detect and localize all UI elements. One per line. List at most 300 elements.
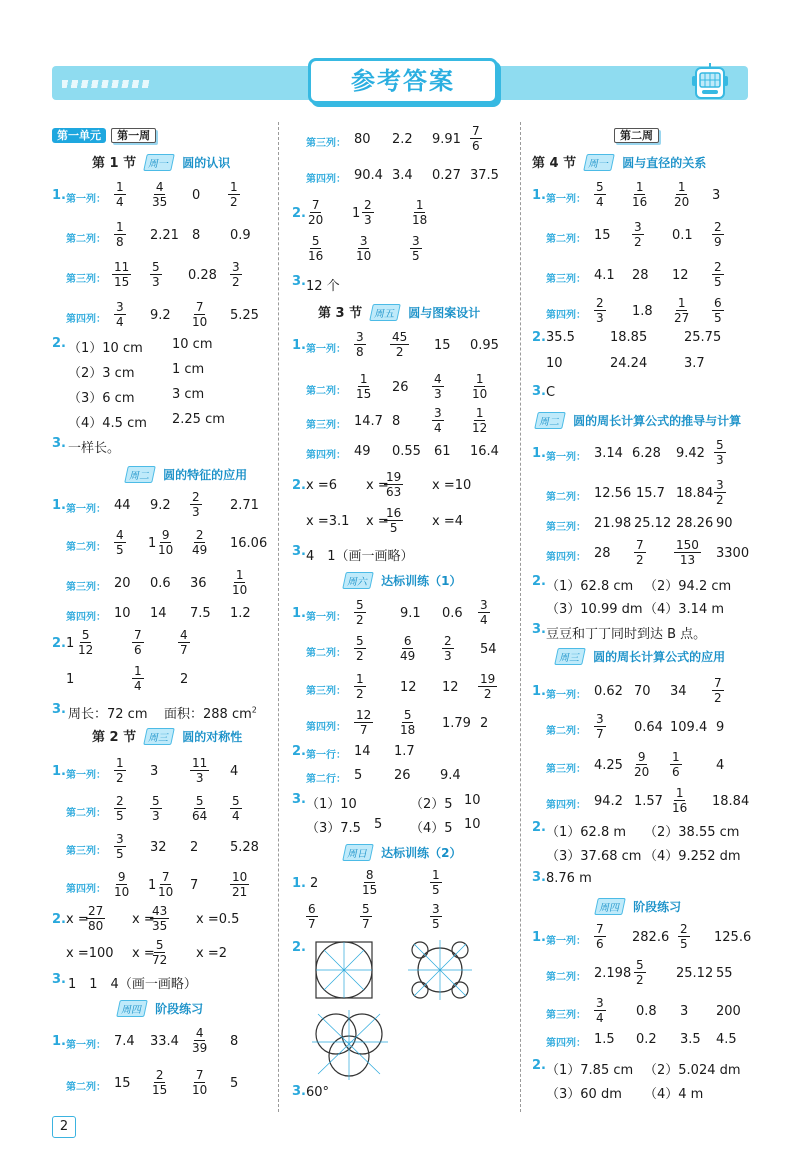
answer-value: （3）37.68 cm [546, 849, 642, 864]
fraction: $\frac{1}{16}$ [672, 786, 688, 815]
question-number: 1. [292, 338, 306, 353]
row-label: 第一列： [66, 1040, 106, 1051]
fraction: $\frac{5}{18}$ [400, 708, 416, 737]
question-number: 3. [292, 544, 306, 559]
answer-value: 6.28 [632, 446, 661, 461]
answer-value: 12 [400, 680, 417, 695]
fraction: $\frac{1}{15}$ [356, 372, 372, 401]
answer-value: 16.4 [470, 444, 499, 459]
row-label: 第三列： [306, 138, 346, 149]
fraction: $\frac{9}{20}$ [634, 750, 650, 779]
answer-value: 3.7 [684, 356, 705, 371]
answer-value: （4）4 m [644, 1087, 704, 1102]
answer-value: 周长：72 cm [68, 707, 148, 722]
answer-value: 0 [192, 188, 201, 203]
row-label: 第一列： [306, 344, 346, 355]
answer-value: （2）3 cm [68, 366, 135, 381]
fraction: $\frac{7}{10}$ [192, 300, 208, 329]
row-label: 第四列： [306, 450, 346, 461]
question-number: 2. [52, 912, 66, 927]
answer-value: 3 [150, 764, 159, 779]
fraction: $\frac{9}{10}$ [114, 870, 130, 899]
answer-value: 7 [190, 878, 199, 893]
answer-value: 12.56 [594, 486, 632, 501]
fraction: $\frac{1}{2}$ [116, 756, 124, 785]
answer-value: 15 [434, 338, 451, 353]
day-tag: 周三 [143, 728, 175, 745]
answer-value: 26 [394, 768, 411, 783]
fraction: $\frac{6}{7}$ [308, 902, 316, 931]
answer-value: x =6 [306, 478, 337, 493]
answer-value: 10 cm [172, 337, 213, 352]
answer-value: x =100 [66, 946, 114, 961]
fraction: $\frac{1}{4}$ [134, 664, 142, 693]
answer-value: 37.5 [470, 168, 499, 183]
question-number: 1. [292, 876, 306, 891]
answer-value: 2.71 [230, 498, 259, 513]
answer-value: 12 个 [306, 279, 340, 294]
answer-value: 1 1 4（画一画略） [68, 977, 197, 992]
answer-value: 8 [230, 1034, 239, 1049]
answer-value: （4）4.5 cm [68, 416, 147, 431]
answer-value: 1 [148, 878, 157, 893]
fraction: $\frac{1}{20}$ [674, 180, 690, 209]
fraction: $\frac{150}{13}$ [676, 538, 699, 567]
answer-value: 125.6 [714, 930, 752, 945]
answer-value: 3.5 [680, 1032, 701, 1047]
answer-value: 10 [114, 606, 131, 621]
answer-value: 26 [392, 380, 409, 395]
column-divider-1 [278, 122, 279, 1112]
fraction: $\frac{4}{5}$ [116, 528, 124, 557]
week-heading [614, 124, 659, 143]
day-tag: 周一 [583, 154, 615, 171]
fraction: $\frac{1}{27}$ [674, 296, 690, 325]
day-tag: 周二 [534, 412, 566, 429]
question-number: 1. [532, 930, 546, 945]
question-number: 3. [532, 622, 546, 637]
fraction: $\frac{5}{2}$ [356, 634, 364, 663]
section-number: 第 4 节 [532, 156, 577, 171]
fraction: $\frac{5}{2}$ [636, 958, 644, 987]
answer-value: 3 [680, 1004, 689, 1019]
row-label: 第一列： [66, 770, 106, 781]
answer-value: 44 [114, 498, 131, 513]
answer-value: 豆豆和丁丁同时到达 B 点。 [546, 627, 707, 642]
fraction: $\frac{3}{2}$ [716, 478, 724, 507]
fraction: $\frac{3}{5}$ [116, 832, 124, 861]
fraction: $\frac{19}{63}$ [386, 470, 402, 499]
answer-value: 1 [148, 536, 157, 551]
fraction: $\frac{3}{2}$ [232, 260, 240, 289]
answer-value: 10 [546, 356, 563, 371]
answer-value: 9.2 [150, 498, 171, 513]
row-label: 第四列： [66, 884, 106, 895]
question-number: 3. [292, 792, 306, 807]
row-label: 第二列： [546, 492, 586, 503]
section-number: 第 3 节 [318, 306, 363, 321]
answer-value: 9.4 [440, 768, 461, 783]
answer-value: 1.5 [594, 1032, 615, 1047]
answer-value: 0.2 [636, 1032, 657, 1047]
fraction: $\frac{5}{64}$ [192, 794, 208, 823]
question-number: 1. [52, 764, 66, 779]
answer-value: 20 [114, 576, 131, 591]
answer-value: 10 [464, 793, 481, 808]
answer-value: （3）7.5 [306, 821, 361, 836]
answer-value: 90.4 [354, 168, 383, 183]
answer-value: 3 [712, 188, 721, 203]
answer-value: 28 [632, 268, 649, 283]
fraction: $\frac{3}{7}$ [596, 712, 604, 741]
row-label: 第二行： [306, 774, 346, 785]
answer-value: x =4 [432, 514, 463, 529]
section-title: 圆的认识 [182, 156, 231, 170]
answer-value: 12 [672, 268, 689, 283]
section-heading [318, 302, 480, 321]
row-label: 第一列： [546, 690, 586, 701]
row-label: 第三列： [306, 420, 346, 431]
question-number: 2. [52, 336, 66, 351]
answer-value: 2 [310, 876, 319, 891]
unit-badge: 第一单元 [52, 128, 106, 143]
fraction: $\frac{5}{7}$ [362, 902, 370, 931]
row-label: 第二列： [546, 234, 586, 245]
row-label: 第三列： [66, 274, 106, 285]
answer-value: （3）10.99 dm [546, 602, 643, 617]
fraction: $\frac{5}{16}$ [308, 234, 324, 263]
fraction: $\frac{27}{80}$ [88, 904, 104, 933]
answer-value: x = [132, 912, 155, 927]
answer-value: 1.2 [230, 606, 251, 621]
answer-value: 一样长。 [68, 441, 121, 456]
question-number: 3. [52, 436, 66, 451]
answer-value: 0.64 [634, 720, 663, 735]
question-number: 1. [532, 188, 546, 203]
answer-value: 1.79 [442, 716, 471, 731]
answer-value: 0.95 [470, 338, 499, 353]
row-label: 第四列： [546, 1038, 586, 1049]
answer-value: x = [66, 912, 89, 927]
question-number: 2. [292, 940, 306, 955]
fraction: $\frac{5}{12}$ [78, 628, 94, 657]
answer-value: 94.2 [594, 794, 623, 809]
section-title: 阶段练习 [633, 900, 682, 914]
fraction: $\frac{2}{5}$ [116, 794, 124, 823]
answer-value: 61 [434, 444, 451, 459]
answer-value: 7.5 [190, 606, 211, 621]
day-heading [122, 464, 247, 483]
answer-value: 32 [150, 840, 167, 855]
answer-value: （2）94.2 cm [644, 579, 732, 594]
row-label: 第二列： [546, 972, 586, 983]
fraction: $\frac{5}{3}$ [152, 794, 160, 823]
row-label: 第二列： [66, 542, 106, 553]
fraction: $\frac{1}{4}$ [116, 180, 124, 209]
answer-value: 1.8 [632, 304, 653, 319]
row-label: 第三列： [546, 522, 586, 533]
row-label: 第二列： [66, 808, 106, 819]
fraction: $\frac{3}{4}$ [434, 406, 442, 435]
fraction: $\frac{5}{4}$ [232, 794, 240, 823]
answer-value: 5.28 [230, 840, 259, 855]
fraction: $\frac{7}{6}$ [472, 124, 480, 153]
answer-value: 2 [480, 716, 489, 731]
four-circle-diagram [404, 936, 476, 1004]
question-number: 2. [292, 744, 306, 759]
question-number: 2. [532, 574, 546, 589]
day-heading [592, 896, 681, 915]
question-number: 3. [52, 702, 66, 717]
row-label: 第三列： [66, 846, 106, 857]
answer-value: 5 [230, 1076, 239, 1091]
answer-value: 18.84 [676, 486, 714, 501]
fraction: $\frac{5}{3}$ [152, 260, 160, 289]
answer-value: 2.21 [150, 228, 179, 243]
fraction: $\frac{3}{10}$ [356, 234, 372, 263]
question-number: 1. [532, 446, 546, 461]
answer-value: （1）10 cm [68, 341, 143, 356]
question-number: 2. [292, 206, 306, 221]
answer-value: 282.6 [632, 930, 670, 945]
answer-value: 2.25 cm [172, 412, 225, 427]
day-tag: 周一 [143, 154, 175, 171]
fraction: $\frac{3}{4}$ [480, 598, 488, 627]
answer-value: （1）62.8 m [546, 825, 627, 840]
question-number: 3. [532, 384, 546, 399]
answer-value: （3）6 cm [68, 391, 135, 406]
section-title: 圆的特征的应用 [163, 468, 248, 482]
question-number: 1. [52, 1034, 66, 1049]
fraction: $\frac{3}{5}$ [412, 234, 420, 263]
answer-value: 1 [66, 636, 75, 651]
answer-value: （1）10 [306, 797, 357, 812]
day-tag: 周五 [369, 304, 401, 321]
answer-value: 15.7 [636, 486, 665, 501]
question-number: 1. [52, 498, 66, 513]
answer-value: x = [366, 514, 389, 529]
answer-value: 54 [480, 642, 497, 657]
answer-value: 5 [374, 817, 383, 832]
answer-value: 14 [150, 606, 167, 621]
section-title: 圆与图案设计 [408, 306, 481, 320]
row-label: 第二列： [66, 234, 106, 245]
row-label: 第一列： [306, 612, 346, 623]
answer-value: 35.5 [546, 330, 575, 345]
section-title: 圆的周长计算公式的推导与计算 [573, 414, 742, 428]
fraction: $\frac{16}{5}$ [386, 506, 402, 535]
fraction: $\frac{2}{9}$ [714, 220, 722, 249]
day-heading [532, 410, 741, 429]
question-number: 2. [532, 1058, 546, 1073]
fraction: $\frac{19}{2}$ [480, 672, 496, 701]
row-label: 第二列： [546, 726, 586, 737]
answer-value: 5.25 [230, 308, 259, 323]
fraction: $\frac{3}{8}$ [356, 330, 364, 359]
fraction: $\frac{9}{10}$ [158, 528, 174, 557]
fraction: $\frac{3}{4}$ [596, 996, 604, 1025]
fraction: $\frac{5}{4}$ [596, 180, 604, 209]
fraction: $\frac{2}{3}$ [596, 296, 604, 325]
answer-value: 2.198 [594, 966, 632, 981]
question-number: 2. [52, 636, 66, 651]
section-heading [532, 152, 706, 171]
fraction: $\frac{7}{10}$ [158, 870, 174, 899]
day-tag: 周二 [124, 466, 156, 483]
day-tag: 周日 [342, 844, 374, 861]
day-tag: 周六 [342, 572, 374, 589]
answer-value: 80 [354, 132, 371, 147]
answer-value: 21.98 [594, 516, 632, 531]
fraction: $\frac{3}{2}$ [634, 220, 642, 249]
answer-value: 25.75 [684, 330, 722, 345]
fraction: $\frac{45}{2}$ [392, 330, 408, 359]
answer-value: 4 [230, 764, 239, 779]
row-label: 第二列： [306, 386, 346, 397]
fraction: $\frac{2}{15}$ [152, 1068, 168, 1097]
section-title: 阶段练习 [155, 1002, 204, 1016]
fraction: $\frac{7}{10}$ [192, 1068, 208, 1097]
week-badge: 第二周 [614, 128, 659, 143]
question-number: 1. [52, 188, 66, 203]
answer-value: 3.4 [392, 168, 413, 183]
fraction: $\frac{2}{3}$ [192, 490, 200, 519]
day-heading [340, 842, 461, 861]
answer-value: （4）9.252 dm [644, 849, 741, 864]
answer-value: 3 cm [172, 387, 205, 402]
answer-value: 1.7 [394, 744, 415, 759]
answer-value: 14.7 [354, 414, 383, 429]
day-tag: 周四 [116, 1000, 148, 1017]
answer-value: 2 [180, 672, 189, 687]
answer-value: 1.57 [634, 794, 663, 809]
answer-value: 25.12 [634, 516, 672, 531]
answer-value: 12 [442, 680, 459, 695]
row-label: 第三列： [306, 686, 346, 697]
answer-value: x =10 [432, 478, 472, 493]
row-label: 第三列： [546, 274, 586, 285]
question-number: 3. [292, 274, 306, 289]
fraction: $\frac{7}{20}$ [308, 198, 324, 227]
answer-value: 0.6 [150, 576, 171, 591]
answer-value: 60° [306, 1085, 330, 1100]
fraction: $\frac{4}{7}$ [180, 628, 188, 657]
answer-value: 18.84 [712, 794, 750, 809]
answer-value: 15 [114, 1076, 131, 1091]
answer-value: 16.06 [230, 536, 268, 551]
answer-value: 109.4 [670, 720, 708, 735]
row-label: 第四列： [546, 552, 586, 563]
answer-value: 4.5 [716, 1032, 737, 1047]
day-heading [552, 646, 725, 665]
answer-value: 70 [634, 684, 651, 699]
answer-value: C [546, 385, 556, 400]
answer-value: 24.24 [610, 356, 648, 371]
answer-value: （4）3.14 m [644, 602, 725, 617]
answer-value: 9.91 [432, 132, 461, 147]
question-number: 2. [532, 820, 546, 835]
row-label: 第三列： [546, 1010, 586, 1021]
answer-value: 9 [716, 720, 725, 735]
row-label: 第一列： [546, 194, 586, 205]
day-heading [340, 570, 461, 589]
row-label: 第四列： [546, 800, 586, 811]
answer-value: 14 [354, 744, 371, 759]
fraction: $\frac{7}{2}$ [714, 676, 722, 705]
row-label: 第一列： [66, 504, 106, 515]
fraction: $\frac{1}{6}$ [672, 750, 680, 779]
week-badge: 第一周 [111, 128, 156, 143]
section-title: 圆的周长计算公式的应用 [593, 650, 726, 664]
answer-value: 2.2 [392, 132, 413, 147]
answer-value: x =2 [196, 946, 227, 961]
section-title: 达标训练（1） [381, 574, 462, 588]
fraction: $\frac{1}{5}$ [432, 868, 440, 897]
answer-value: 0.9 [230, 228, 251, 243]
row-label: 第三列： [546, 764, 586, 775]
answer-value: 9.1 [400, 606, 421, 621]
fraction: $\frac{1}{18}$ [412, 198, 428, 227]
fraction: $\frac{4}{3}$ [434, 372, 442, 401]
answer-value: 0.28 [188, 268, 217, 283]
fraction: $\frac{1}{2}$ [230, 180, 238, 209]
row-label: 第二列： [66, 1082, 106, 1093]
section-number: 第 1 节 [92, 156, 137, 171]
answer-value: 15 [594, 228, 611, 243]
fraction: $\frac{5}{72}$ [152, 938, 168, 967]
fraction: $\frac{8}{15}$ [362, 868, 378, 897]
question-number: 3. [52, 972, 66, 987]
section-heading [92, 726, 242, 745]
answer-value: （2）5 [410, 797, 453, 812]
header-stripes [62, 80, 152, 88]
row-label: 第一列： [66, 194, 106, 205]
fraction: $\frac{3}{5}$ [432, 902, 440, 931]
answer-value: 90 [716, 516, 733, 531]
row-label: 第四列： [546, 310, 586, 321]
fraction: $\frac{1}{12}$ [472, 406, 488, 435]
answer-value: 3.14 [594, 446, 623, 461]
answer-value: 面积：288 $cm^2$ [164, 705, 257, 722]
answer-value: 9.2 [150, 308, 171, 323]
answer-value: 0.1 [672, 228, 693, 243]
robot-icon [690, 62, 730, 104]
page-number: 2 [52, 1116, 76, 1138]
answer-value: 9.42 [676, 446, 705, 461]
row-label: 第四列： [66, 314, 106, 325]
row-label: 第一行： [306, 750, 346, 761]
answer-value: 7.4 [114, 1034, 135, 1049]
fraction: $\frac{2}{3}$ [444, 634, 452, 663]
fraction: $\frac{10}{21}$ [232, 870, 248, 899]
fraction: $\frac{12}{7}$ [356, 708, 372, 737]
answer-value: 200 [716, 1004, 741, 1019]
page-title: 参考答案 [308, 58, 498, 104]
column-divider-2 [520, 122, 521, 1112]
answer-value: 0.8 [636, 1004, 657, 1019]
row-label: 第一列： [546, 452, 586, 463]
fraction: $\frac{4}{39}$ [192, 1026, 208, 1055]
answer-value: 10 [464, 817, 481, 832]
day-tag: 周三 [554, 648, 586, 665]
answer-value: 18.85 [610, 330, 648, 345]
three-circle-diagram [308, 1008, 392, 1082]
answer-value: 55 [716, 966, 733, 981]
answer-value: 49 [354, 444, 371, 459]
day-tag: 周四 [594, 898, 626, 915]
answer-value: 4 1（画一画略） [306, 549, 414, 564]
answer-value: 28 [594, 546, 611, 561]
